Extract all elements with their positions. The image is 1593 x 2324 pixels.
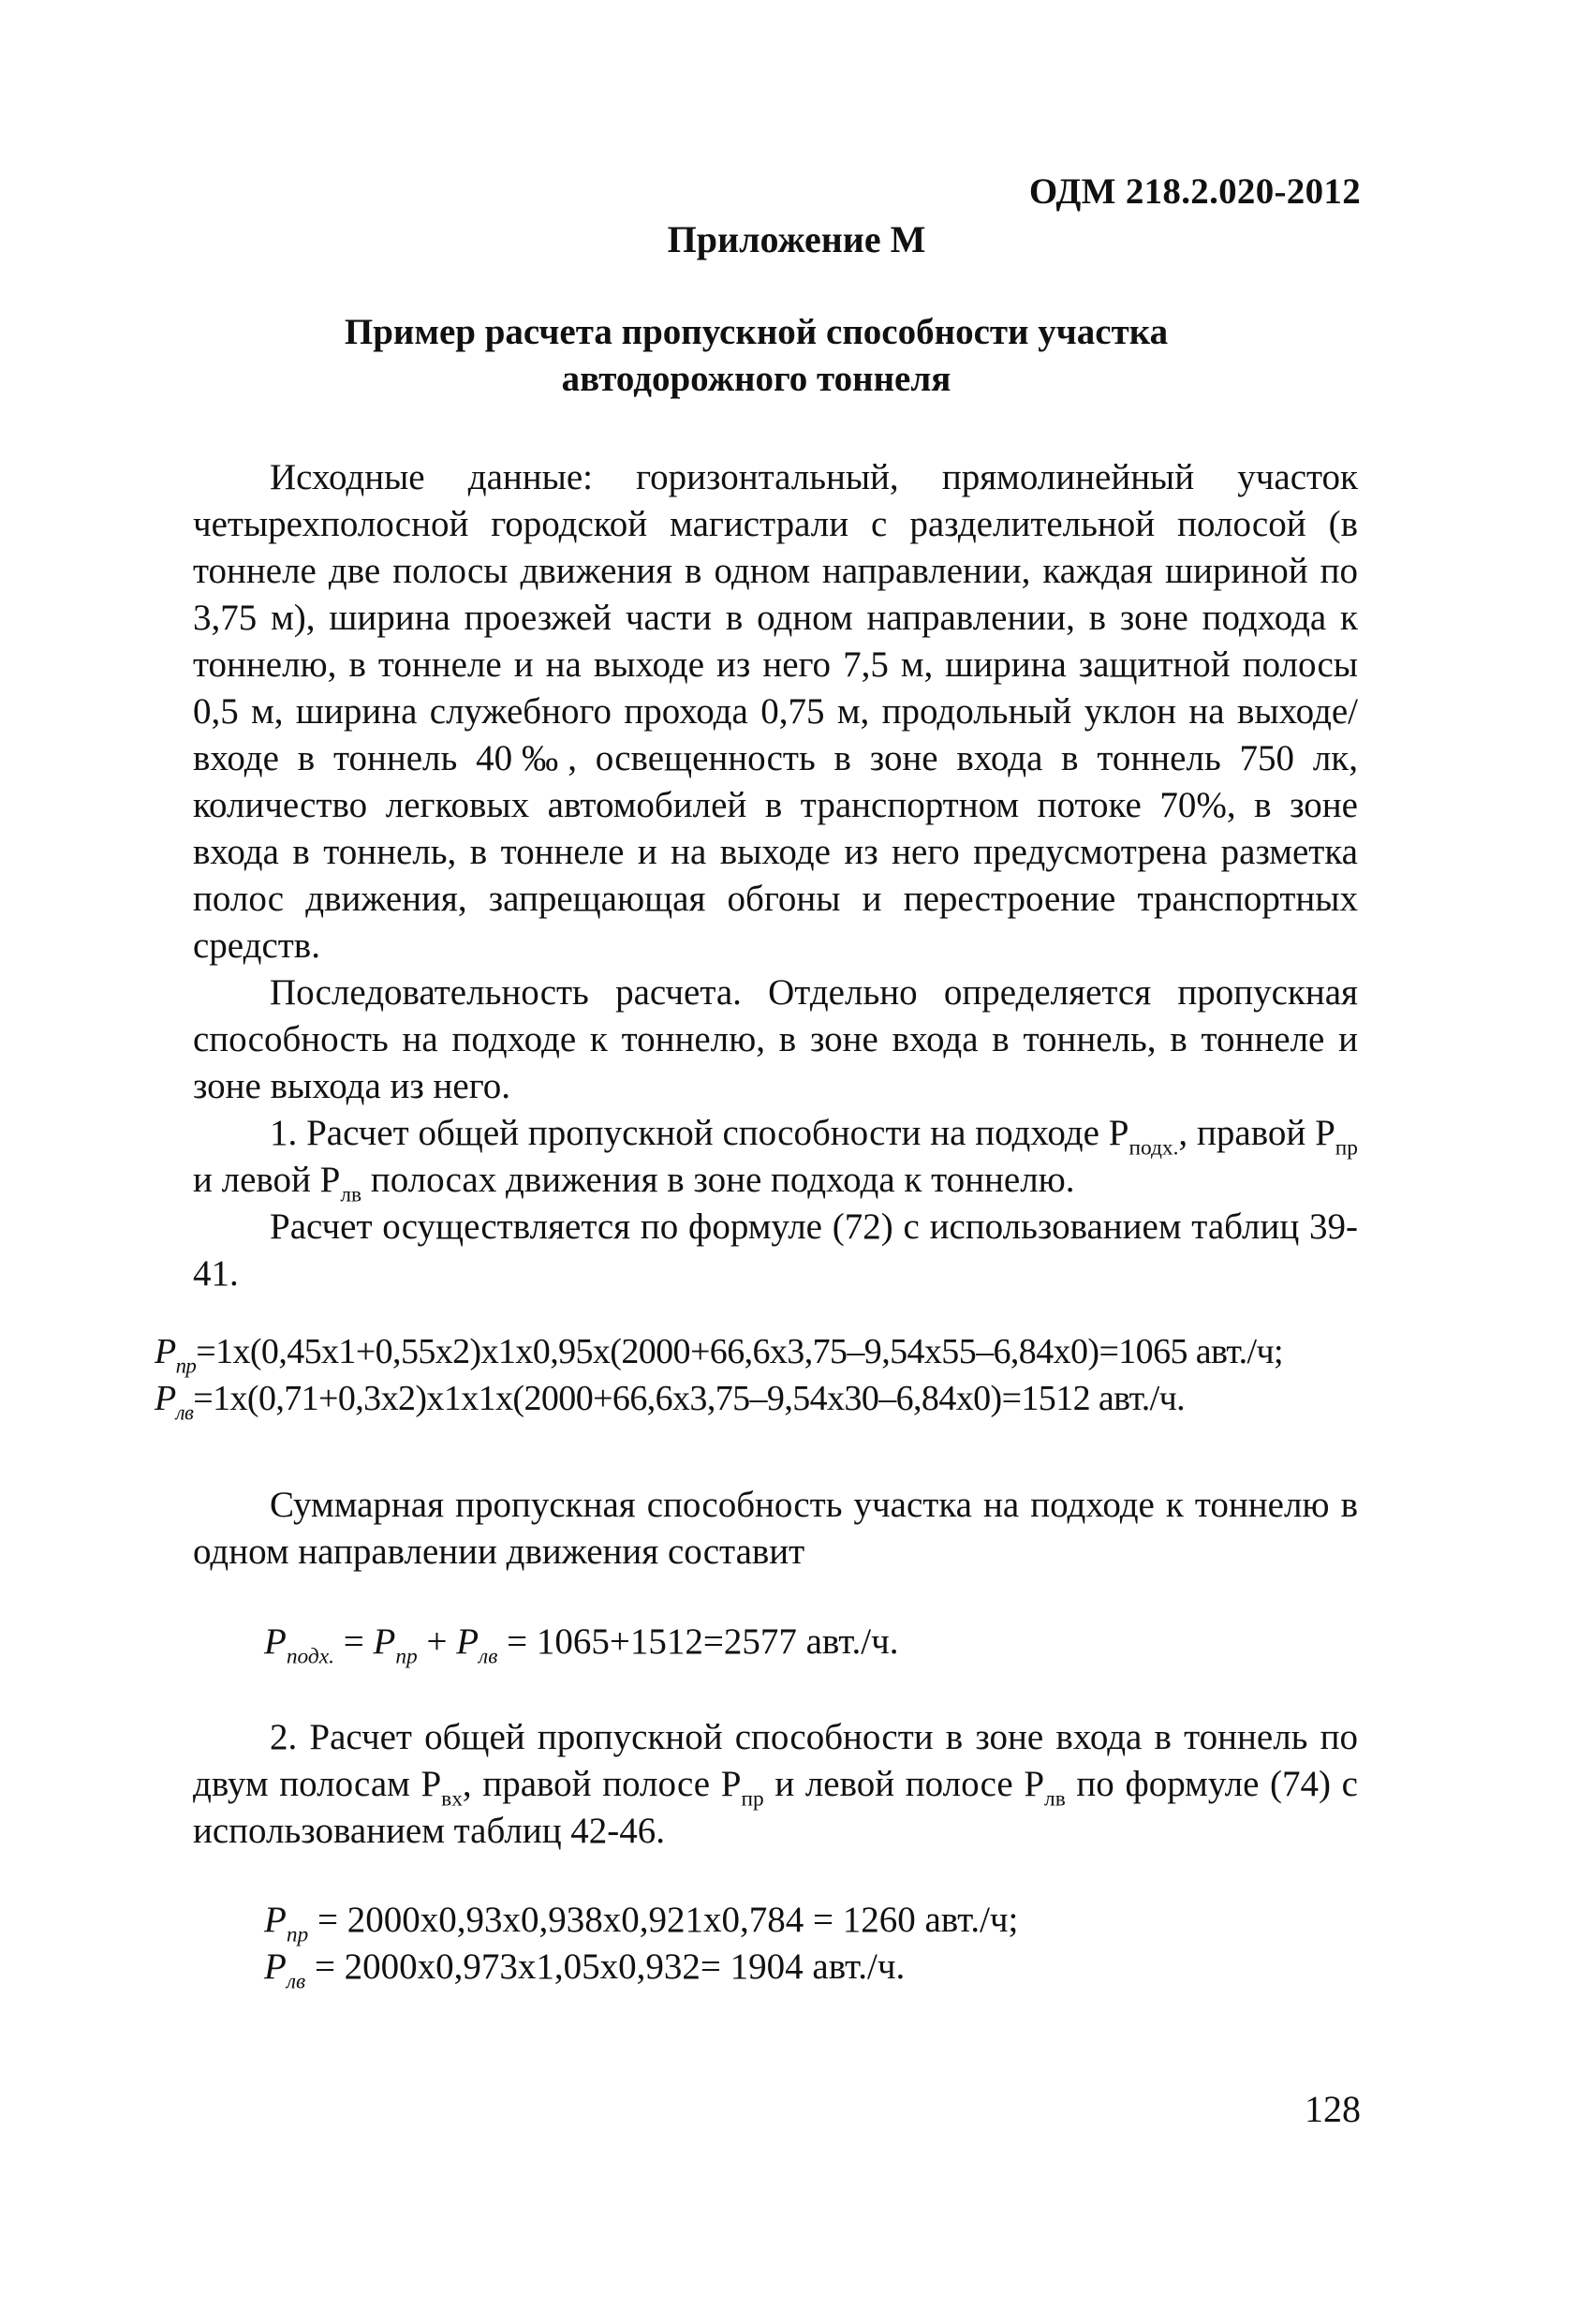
formula-3-symbol-1: P [264, 1900, 287, 1940]
formula-2 [264, 1619, 899, 1669]
formula-2-sub-lv: лв [479, 1644, 498, 1669]
summary-paragraph: Суммарная пропускная способность участка на подходе к тоннелю в одном направлении движения составит [193, 1485, 1358, 1572]
formula-2-sub-total: подх. [286, 1644, 334, 1669]
body-block-3 [193, 1714, 1358, 1855]
formula-3 [264, 1897, 1019, 1994]
formula-3-sub-2: лв [286, 1969, 306, 1994]
formula-1-line-2 [155, 1375, 1283, 1425]
step1-text-a: 1. Расчет общей пропускной способности на подходе Р [270, 1113, 1129, 1153]
appendix-heading: Приложение М [667, 218, 926, 260]
step2-text-b: , правой полосе Р [462, 1764, 742, 1804]
formula-2-eq: = [333, 1621, 374, 1662]
formula-1-sub-2: лв [175, 1400, 194, 1425]
title-line-1: Пример расчета пропускной способности участка [344, 312, 1169, 352]
formula-1-symbol-2: P [155, 1379, 176, 1418]
formula-2-symbol-lv: P [456, 1621, 479, 1662]
step1-sub-a: подх. [1128, 1135, 1179, 1161]
step1-note-paragraph: Расчет осуществляется по формуле (72) с использованием таблиц 39-41. [193, 1206, 1358, 1294]
step1-sub-b: пр [1335, 1135, 1358, 1161]
formula-3-line-1 [264, 1897, 1019, 1947]
formula-2-symbol-total: P [264, 1621, 287, 1662]
step2-sub-c: лв [1044, 1786, 1066, 1812]
step2-text-a: 2. Расчет общей пропускной способности в зоне входа в тоннель по двум полосам Р [193, 1717, 1358, 1804]
step2-sub-a: вх [441, 1786, 463, 1812]
formula-1-expr-1: =1x(0,45x1+0,55x2)x1x0,95x(2000+66,6x3,75–9,54x55–6,84x0)=1065 авт./ч; [196, 1332, 1283, 1371]
body-block-2 [193, 1482, 1358, 1576]
formula-2-result: = 1065+1512=2577 авт./ч. [497, 1621, 899, 1662]
step2-text-d: по формуле (74) с использованием таблиц 42-46. [193, 1764, 1358, 1851]
formula-3-sub-1: пр [286, 1922, 309, 1947]
step1-text-c: и левой Р [193, 1160, 341, 1200]
step1-text-b: , правой Р [1178, 1113, 1335, 1153]
formula-2-sub-pr: пр [395, 1644, 418, 1669]
page-title [0, 309, 1512, 403]
formula-1-line-1 [155, 1328, 1283, 1378]
formula-1-sub-1: пр [175, 1354, 197, 1378]
formula-2-line [264, 1619, 899, 1669]
step2-text-c: и левой полосе Р [763, 1764, 1045, 1804]
page-number: 128 [1305, 2088, 1361, 2130]
step1-paragraph [193, 1110, 1358, 1207]
formula-3-symbol-2: P [264, 1947, 287, 1987]
formula-2-symbol-pr: P [373, 1621, 396, 1662]
step1-sub-c: лв [340, 1182, 362, 1207]
initial-data-paragraph: Исходные данные: горизонтальный, прямолинейный участок четырехполосной городской магистрали с разделительной полосой (в тоннеле две полосы движения в одном направлении, каждая шириной по 3,75 м), ширина проезжей части в одном направлении, в зоне подхода к тоннелю, в тоннеле и на выходе из него 7,5 м, ширина защитной полосы 0,5 м, ширина служебного прохода 0,75 м, продольный уклон на выходе/ входе в тоннель 40‰, освещенность в зоне входа в тоннель 750 лк, количество легковых автомобилей в транспортном потоке 70%, в зоне входа в тоннель, в тоннеле и на выходе из него предусмотрена разметка полос движения, запрещающая обгоны и перестроение транспортных средств. [193, 457, 1358, 966]
step2-sub-b: пр [741, 1786, 764, 1812]
document-code: ОДМ 218.2.020-2012 [1028, 171, 1361, 212]
formula-3-expr-2: = 2000x0,973x1,05x0,932= 1904 авт./ч. [305, 1947, 906, 1987]
formula-3-expr-1: = 2000x0,93x0,938x0,921x0,784 = 1260 авт./ч; [308, 1900, 1019, 1940]
step2-paragraph [193, 1714, 1358, 1855]
body-block-1 [193, 454, 1358, 1297]
formula-3-line-2 [264, 1944, 1018, 1994]
step1-text-d: полосах движения в зоне подхода к тоннелю. [361, 1160, 1075, 1200]
formula-1-symbol-1: P [155, 1332, 176, 1371]
sequence-paragraph: Последовательность расчета. Отдельно определяется пропускная способность на подходе к тоннелю, в зоне входа в тоннель, в тоннеле и зоне выхода из него. [193, 972, 1358, 1106]
formula-2-plus: + [417, 1621, 457, 1662]
title-line-2: автодорожного тоннеля [561, 359, 951, 399]
formula-1 [155, 1328, 1283, 1425]
formula-1-expr-2: =1x(0,71+0,3x2)x1x1x(2000+66,6x3,75–9,54x30–6,84x0)=1512 авт./ч. [193, 1379, 1185, 1418]
